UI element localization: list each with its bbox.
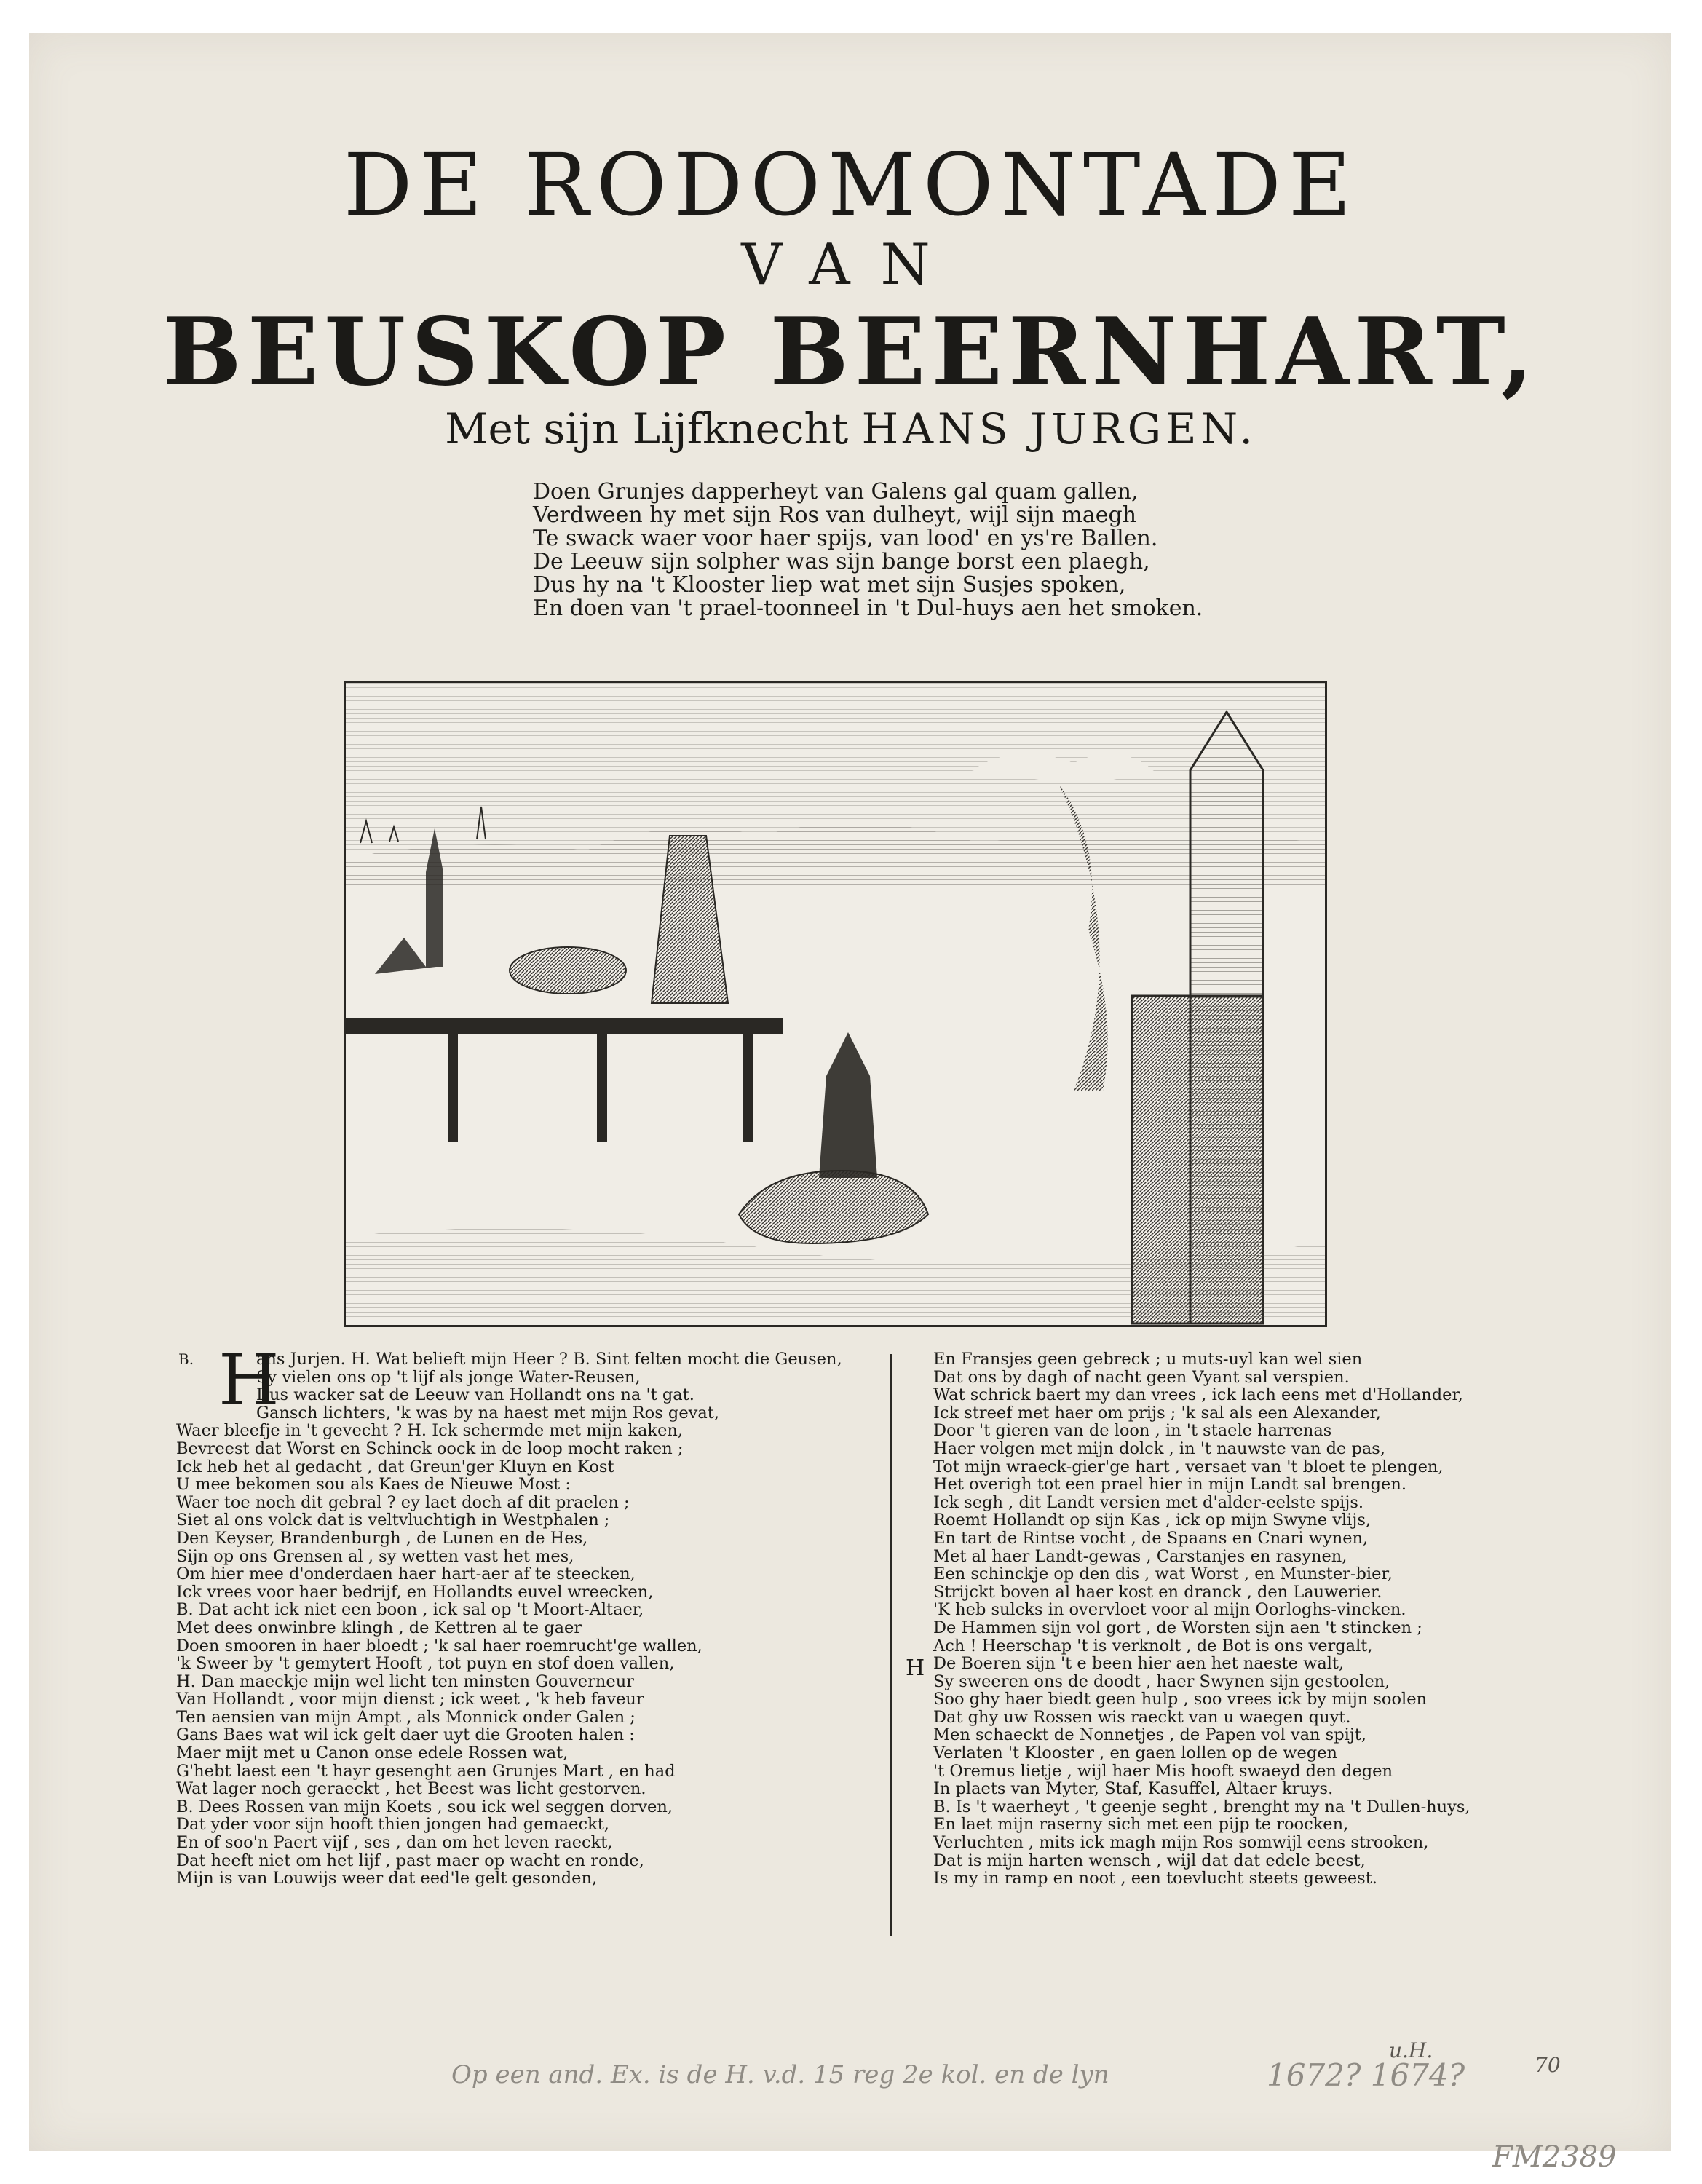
- text-line: Roemt Hollandt op sijn Kas , ick op mijn Swyne vlijs,: [933, 1511, 1372, 1530]
- text-line: Gans Baes wat wil ick gelt daer uyt die Grooten halen :: [176, 1725, 635, 1745]
- verse-line: Dus hy na 't Klooster liep wat met sijn Susjes spoken,: [533, 572, 1126, 598]
- text-line: Van Hollandt , voor mijn dienst ; ick weet , 'k heb faveur: [176, 1690, 644, 1709]
- handwritten-number: 70: [1535, 2053, 1561, 2077]
- text-line: U mee bekomen sou als Kaes de Nieuwe Most :: [176, 1475, 571, 1495]
- text-line: En of soo'n Paert vijf , ses , dan om het leven raeckt,: [176, 1833, 613, 1853]
- text-line: De Boeren sijn 't e been hier aen het naeste walt,: [933, 1654, 1345, 1674]
- text-line: ans Jurjen. H. Wat belieft mijn Heer ? B. Sint felten mocht die Geusen,: [256, 1350, 842, 1369]
- text-line: H. Dan maeckje mijn wel licht ten minsten Gouverneur: [176, 1671, 634, 1691]
- text-line: Verlaten 't Klooster , en gaen lollen op de wegen: [933, 1744, 1338, 1763]
- text-line: Sy vielen ons op 't lijf als jonge Water-Reusen,: [256, 1367, 641, 1387]
- verse-line: Te swack waer voor haer spijs, van lood' en ys're Ballen.: [533, 526, 1158, 551]
- text-line: Wat lager noch geraeckt , het Beest was licht gestorven.: [176, 1779, 646, 1799]
- engraving-illustration: [344, 681, 1327, 1327]
- text-line: Om hier mee d'onderdaen haer hart-aer af te steecken,: [176, 1564, 636, 1584]
- text-line: Wat schrick baert my dan vrees , ick lach eens met d'Hollander,: [933, 1385, 1463, 1405]
- handwritten-years: 1672? 1674?: [1267, 2057, 1465, 2093]
- text-line: Dat yder voor sijn hooft thien jongen had gemaeckt,: [176, 1815, 609, 1835]
- text-line: Den Keyser, Brandenburgh , de Lunen en de Hes,: [176, 1528, 588, 1548]
- text-line: Soo ghy haer biedt geen hulp , soo vrees ick by mijn soolen: [933, 1690, 1427, 1709]
- boar-with-rider: [739, 1171, 928, 1243]
- stage-platform: [346, 1018, 783, 1034]
- mitred-rider: [819, 1032, 877, 1178]
- text-line: Het overigh tot een prael hier in mijn Landt sal brengen.: [933, 1475, 1406, 1495]
- speaker-marker-h: H: [906, 1655, 925, 1681]
- verse-line: Verdween hy met sijn Ros van dulheyt, wijl sijn maegh: [533, 502, 1137, 528]
- text-line: Haer volgen met mijn dolck , in 't nauwste van de pas,: [933, 1439, 1385, 1458]
- text-line: Sijn op ons Grensen al , sy wetten vast het mes,: [176, 1546, 574, 1566]
- text-line: Gansch lichters, 'k was by na haest met mijn Ros gevat,: [256, 1403, 719, 1423]
- text-line: Met al haer Landt-gewas , Carstanjes en rasynen,: [933, 1546, 1347, 1566]
- text-line: Tot mijn wraeck-gier'ge hart , versaet van 't bloet te plengen,: [933, 1457, 1444, 1476]
- text-line: Is my in ramp en noot , een toevlucht steets geweest.: [933, 1869, 1377, 1888]
- text-line: Ach ! Heerschap 't is verknolt , de Bot is ons vergalt,: [933, 1636, 1373, 1655]
- engraving-scene: [346, 683, 1325, 1325]
- text-line: Bevreest dat Worst en Schinck oock in de loop mocht raken ;: [176, 1439, 684, 1458]
- text-line: Siet al ons volck dat is veltvluchtigh in Westphalen ;: [176, 1511, 610, 1530]
- stage-post: [743, 1032, 753, 1142]
- text-line: Verluchten , mits ick magh mijn Ros somwijl eens strooken,: [933, 1833, 1429, 1853]
- text-line: De Hammen sijn vol gort , de Worsten sijn aen 't stincken ;: [933, 1618, 1422, 1637]
- intro-verse: [533, 479, 1203, 621]
- text-line: Dat heeft niet om het lijf , past maer op wacht en ronde,: [176, 1851, 644, 1870]
- speaker-marker-b: B.: [178, 1350, 194, 1368]
- text-line: Dat ghy uw Rossen wis raeckt van u waegen quyt.: [933, 1707, 1351, 1727]
- right-column: [933, 1350, 1661, 1888]
- text-line: Ten aensien van mijn Ampt , als Monnick onder Galen ;: [176, 1707, 636, 1727]
- text-line: Dat ons by dagh of nacht geen Vyant sal verspien.: [933, 1367, 1350, 1387]
- text-line: Doen smooren in haer bloedt ; 'k sal haer roemrucht'ge wallen,: [176, 1636, 702, 1655]
- subtitle-name: HANS JURGEN.: [861, 404, 1257, 454]
- inventory-number: FM2389: [1492, 2140, 1617, 2174]
- text-line: Een schinckje op den dis , wat Worst , en Munster-bier,: [933, 1564, 1393, 1584]
- text-line: En Fransjes geen gebreck ; u muts-uyl kan wel sien: [933, 1350, 1363, 1369]
- text-line: 't Oremus lietje , wijl haer Mis hooft swaeyd den degen: [933, 1761, 1393, 1781]
- text-line: Dus wacker sat de Leeuw van Hollandt ons na 't gat.: [256, 1385, 694, 1405]
- text-line: Mijn is van Louwijs weer dat eed'le gelt gesonden,: [176, 1869, 598, 1888]
- handwritten-initials: u.H.: [1389, 2038, 1433, 2062]
- verse-line: De Leeuw sijn solpher was sijn bange borst een plaegh,: [533, 549, 1150, 574]
- text-line: Strijckt boven al haer kost en dranck , den Lauwerier.: [933, 1582, 1382, 1602]
- text-line: B. Dees Rossen van mijn Koets , sou ick wel seggen dorven,: [176, 1797, 673, 1816]
- handwritten-note: Op een and. Ex. is de H. v.d. 15 reg 2e kol. en de lyn: [451, 2060, 1109, 2089]
- text-line: En laet mijn raserny sich met een pijp te roocken,: [933, 1815, 1349, 1835]
- text-line: 'k Sweer by 't gemytert Hooft , tot puyn en stof doen vallen,: [176, 1654, 675, 1674]
- title-line-1: DE RODOMONTADE: [343, 135, 1359, 235]
- drop-cap: H: [218, 1340, 280, 1421]
- text-line: En tart de Rintse vocht , de Spaans en Cnari wynen,: [933, 1528, 1369, 1548]
- left-column: [176, 1350, 875, 1888]
- text-line: 'K heb sulcks in overvloet voor al mijn Oorloghs-vincken.: [933, 1600, 1406, 1620]
- title-line-4: [0, 404, 1702, 454]
- text-line: Ick vrees voor haer bedrijf, en Hollandts euvel wreecken,: [176, 1582, 654, 1602]
- text-line: G'hebt laest een 't hayr gesenght aen Grunjes Mart , en had: [176, 1761, 676, 1781]
- text-line: Dat is mijn harten wensch , wijl dat dat edele beest,: [933, 1851, 1366, 1870]
- text-line: Waer toe noch dit gebral ? ey laet doch af dit praelen ;: [176, 1492, 630, 1512]
- verse-line: En doen van 't prael-toonneel in 't Dul-huys aen het smoken.: [533, 596, 1203, 621]
- title-line-2: VAN: [741, 232, 961, 298]
- text-line: B. Dat acht ick niet een boon , ick sal op 't Moort-Altaer,: [176, 1600, 644, 1620]
- text-line: Maer mijt met u Canon onse edele Rossen wat,: [176, 1744, 569, 1763]
- verse-line: Doen Grunjes dapperheyt van Galens gal quam gallen,: [533, 479, 1139, 505]
- subtitle-prefix: Met sijn Lijfknecht: [445, 404, 862, 454]
- pig: [510, 947, 626, 994]
- text-line: Door 't gieren van de loon , in 't staele harrenas: [933, 1421, 1332, 1441]
- text-line: Ick streef met haer om prijs ; 'k sal als een Alexander,: [933, 1403, 1381, 1423]
- text-line: B. Is 't waerheyt , 't geenje seght , brenght my na 't Dullen-huys,: [933, 1797, 1471, 1816]
- text-line: In plaets van Myter, Staf, Kasuffel, Altaer kruys.: [933, 1779, 1334, 1799]
- column-divider: [890, 1354, 892, 1936]
- text-line: Men schaeckt de Nonnetjes , de Papen vol van spijt,: [933, 1725, 1366, 1745]
- text-line: Waer bleefje in 't gevecht ? H. Ick schermde met mijn kaken,: [176, 1421, 684, 1441]
- stage-post: [597, 1032, 607, 1142]
- stage-post: [448, 1032, 458, 1142]
- text-line: Sy sweeren ons de doodt , haer Swynen sijn gestoolen,: [933, 1671, 1390, 1691]
- text-line: Ick heb het al gedacht , dat Greun'ger Kluyn en Kost: [176, 1457, 614, 1476]
- title-line-3: BEUSKOP BEERNHART,: [162, 298, 1540, 407]
- text-line: Met dees onwinbre klingh , de Kettren al te gaer: [176, 1618, 582, 1637]
- text-line: Ick segh , dit Landt versien met d'alder-eelste spijs.: [933, 1492, 1364, 1512]
